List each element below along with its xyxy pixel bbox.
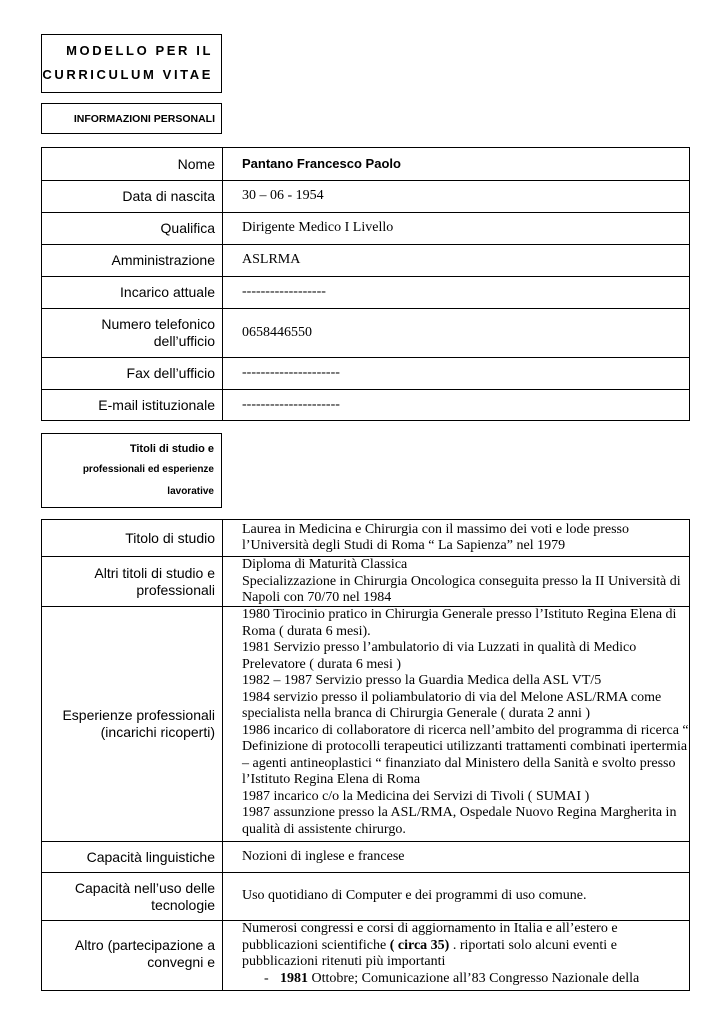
table-row xyxy=(42,212,689,244)
table-row xyxy=(42,389,689,420)
row-value: Nozioni di inglese e francese xyxy=(242,848,405,864)
row-value: Uso quotidiano di Computer e dei programmi di uso comune. xyxy=(242,888,587,904)
career-table xyxy=(41,519,690,991)
experience-line: 1980 Tirocinio pratico in Chirurgia Generale presso l’Istituto Regina Elena di Roma ( durata 6 mesi). xyxy=(242,607,677,639)
cv-title-line2: CURRICULUM VITAE xyxy=(42,67,213,82)
experience-line: 1987 assunzione presso la ASL/RMA, Ospedale Nuovo Regina Margherita in qualità di assistente chirurgo. xyxy=(242,805,677,837)
personal-info-table xyxy=(41,147,690,421)
table-row xyxy=(42,276,689,308)
row-label: Data di nascita xyxy=(42,181,223,212)
row-value: --------------------- xyxy=(242,365,340,381)
experience-line: 1984 servizio presso il poliambulatorio di via del Melone ASL/RMA come specialista nella branca di Chirurgia Generale ( durata 2 anni ) xyxy=(242,689,662,721)
altro-text-a: Numerosi congressi e corsi di aggiornamento in Italia e all’estero e pubblicazioni scientifiche xyxy=(242,921,618,953)
row-value xyxy=(223,921,689,990)
cv-title-box xyxy=(41,34,222,93)
altri-line-2: Specializzazione in Chirurgia Oncologica conseguita presso la II Università di Napoli con 70/70 nel 1984 xyxy=(242,573,681,605)
altro-text-b: . riportati solo alcuni eventi e pubblicazioni ritenuti più importanti xyxy=(242,937,617,969)
section-titles-line3: lavorative xyxy=(167,486,214,497)
row-value xyxy=(223,607,689,841)
bullet-dash: - xyxy=(264,970,269,986)
row-label: Esperienze professionali (incarichi ricoperti) xyxy=(42,607,223,841)
row-label: Nome xyxy=(42,148,223,180)
cv-title-line1: MODELLO PER IL xyxy=(66,43,213,58)
table-row xyxy=(42,148,689,180)
table-row xyxy=(42,556,689,606)
row-label: Amministrazione xyxy=(42,245,223,276)
bullet-year: 1981 xyxy=(280,970,308,986)
experience-line: 1982 – 1987 Servizio presso la Guardia Medica della ASL VT/5 xyxy=(242,673,602,688)
row-value: ASLRMA xyxy=(242,252,301,268)
row-value: 30 – 06 - 1954 xyxy=(242,188,324,204)
table-row xyxy=(42,520,689,556)
table-row xyxy=(42,308,689,357)
table-row xyxy=(42,841,689,872)
section-titles-line2: professionali ed esperienze xyxy=(82,464,214,475)
altri-line-1: Diploma di Maturità Classica xyxy=(242,557,408,572)
row-label: Fax dell’ufficio xyxy=(42,358,223,389)
bullet-text: Ottobre; Comunicazione all’83 Congresso Nazionale della xyxy=(311,970,640,986)
row-value: Dirigente Medico I Livello xyxy=(242,220,394,236)
row-value: Laurea in Medicina e Chirurgia con il massimo dei voti e lode presso l’Università degli Studi di Roma “ La Sapienza” nel 1979 xyxy=(242,521,629,553)
row-label: E-mail istituzionale xyxy=(42,390,223,420)
section-titles-line1: Titoli di studio e xyxy=(129,443,214,455)
row-label: Capacità nell’uso delle tecnologie xyxy=(42,873,223,920)
row-label: Titolo di studio xyxy=(42,520,223,556)
table-row xyxy=(42,244,689,276)
altro-bullet xyxy=(242,971,689,988)
row-value: ------------------ xyxy=(242,284,326,300)
row-label: Qualifica xyxy=(42,213,223,244)
table-row xyxy=(42,606,689,841)
row-label: Altro (partecipazione a convegni e xyxy=(42,921,223,990)
experience-line: 1981 Servizio presso l’ambulatorio di via Luzzati in qualità di Medico Prelevatore ( durata 6 mesi ) xyxy=(242,640,637,672)
table-row xyxy=(42,180,689,212)
table-row xyxy=(42,357,689,389)
table-row xyxy=(42,920,689,990)
row-label: Numero telefonico dell’ufficio xyxy=(42,309,223,357)
section-personal-info-title: INFORMAZIONI PERSONALI xyxy=(73,113,215,125)
table-row xyxy=(42,872,689,920)
row-label: Altri titoli di studio e professionali xyxy=(42,557,223,606)
row-value: 0658446550 xyxy=(242,324,312,340)
section-personal-info-box xyxy=(41,103,222,134)
experience-line: 1987 incarico c/o la Medicina dei Servizi di Tivoli ( SUMAI ) xyxy=(242,788,590,804)
row-value: --------------------- xyxy=(242,396,340,412)
row-value xyxy=(223,557,689,606)
experience-line: 1986 incarico di collaboratore di ricerca nell’ambito del programma di ricerca “ Definizione di protocolli terapeutici utilizzanti trattamenti combinati ipertermia – agenti antineoplastici “ finanziato dal Ministero della Sanità e svolto presso l’Istituto Regina Elena di Roma xyxy=(242,722,689,787)
row-label: Capacità linguistiche xyxy=(42,842,223,872)
section-titles-box xyxy=(41,433,222,508)
row-value: Pantano Francesco Paolo xyxy=(242,155,401,171)
altro-bold: ( circa 35) xyxy=(389,937,450,953)
row-label: Incarico attuale xyxy=(42,277,223,308)
